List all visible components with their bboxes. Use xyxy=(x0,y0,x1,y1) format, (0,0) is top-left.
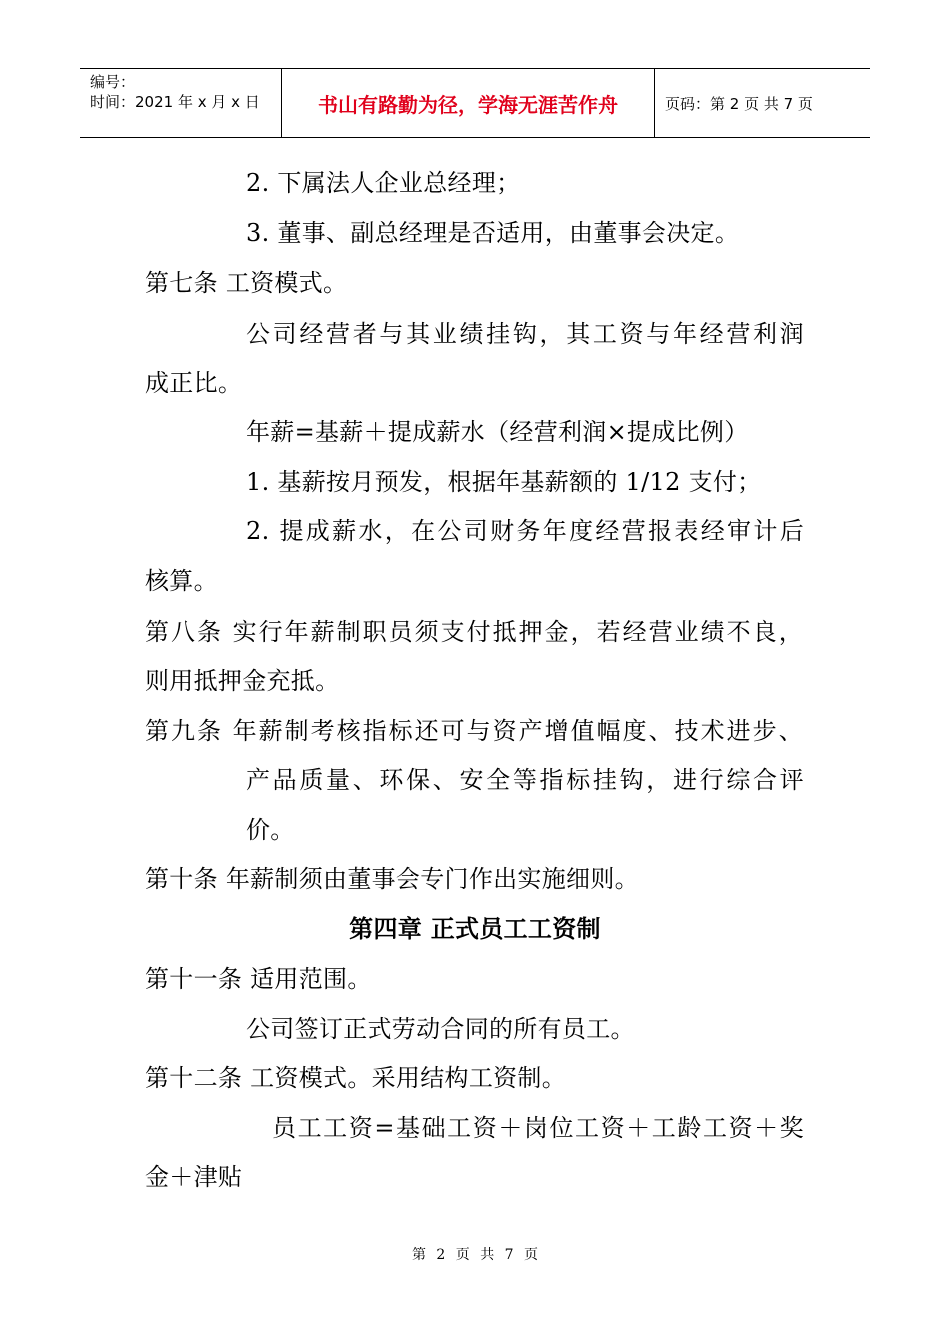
paragraph-line: 产品质量、环保、安全等指标挂钩，进行综合评 xyxy=(246,766,804,794)
article-8: 第八条 实行年薪制职员须支付抵押金，若经营业绩不良， xyxy=(145,618,803,646)
header-motto: 书山有路勤为径，学海无涯苦作舟 xyxy=(282,69,655,137)
paragraph-line: 价。 xyxy=(246,816,295,844)
formula-line: 员工工资=基础工资＋岗位工资＋工龄工资＋奖 xyxy=(272,1114,804,1142)
paragraph-line: 金＋津贴 xyxy=(145,1163,243,1191)
header-meta xyxy=(80,69,282,137)
paragraph-line: 公司签订正式劳动合同的所有员工。 xyxy=(246,1015,635,1043)
article-11-heading: 第十一条 适用范围。 xyxy=(145,965,372,993)
paragraph-line: 成正比。 xyxy=(145,369,243,397)
paragraph-line: 2. 提成薪水，在公司财务年度经营报表经审计后 xyxy=(246,517,804,545)
paragraph-line: 3. 董事、副总经理是否适用，由董事会决定。 xyxy=(246,219,740,247)
article-10: 第十条 年薪制须由董事会专门作出实施细则。 xyxy=(145,865,639,893)
paragraph-line: 2. 下属法人企业总经理； xyxy=(246,169,521,197)
page-footer: 第 2 页 共 7 页 xyxy=(411,1247,539,1263)
paragraph-line: 1. 基薪按月预发，根据年基薪额的 1/12 支付； xyxy=(246,468,762,496)
article-7-heading: 第七条 工资模式。 xyxy=(145,269,348,297)
article-12-heading: 第十二条 工资模式。采用结构工资制。 xyxy=(145,1064,567,1092)
header-page-code: 页码：第 2 页 共 7 页 xyxy=(665,94,813,113)
paragraph-line: 核算。 xyxy=(145,567,218,595)
chapter-heading: 第四章 正式员工工资制 xyxy=(349,914,601,943)
formula-line: 年薪=基薪＋提成薪水（经营利润×提成比例） xyxy=(246,418,749,446)
document-number-label: 编号： xyxy=(90,73,136,91)
article-9: 第九条 年薪制考核指标还可与资产增值幅度、技术进步、 xyxy=(145,717,803,745)
paragraph-line: 则用抵押金充抵。 xyxy=(145,667,340,695)
document-time-label: 时间：2021 年 x 月 x 日 xyxy=(90,93,260,111)
page-header xyxy=(80,68,870,138)
paragraph-line: 公司经营者与其业绩挂钩，其工资与年经营利润 xyxy=(246,320,804,348)
